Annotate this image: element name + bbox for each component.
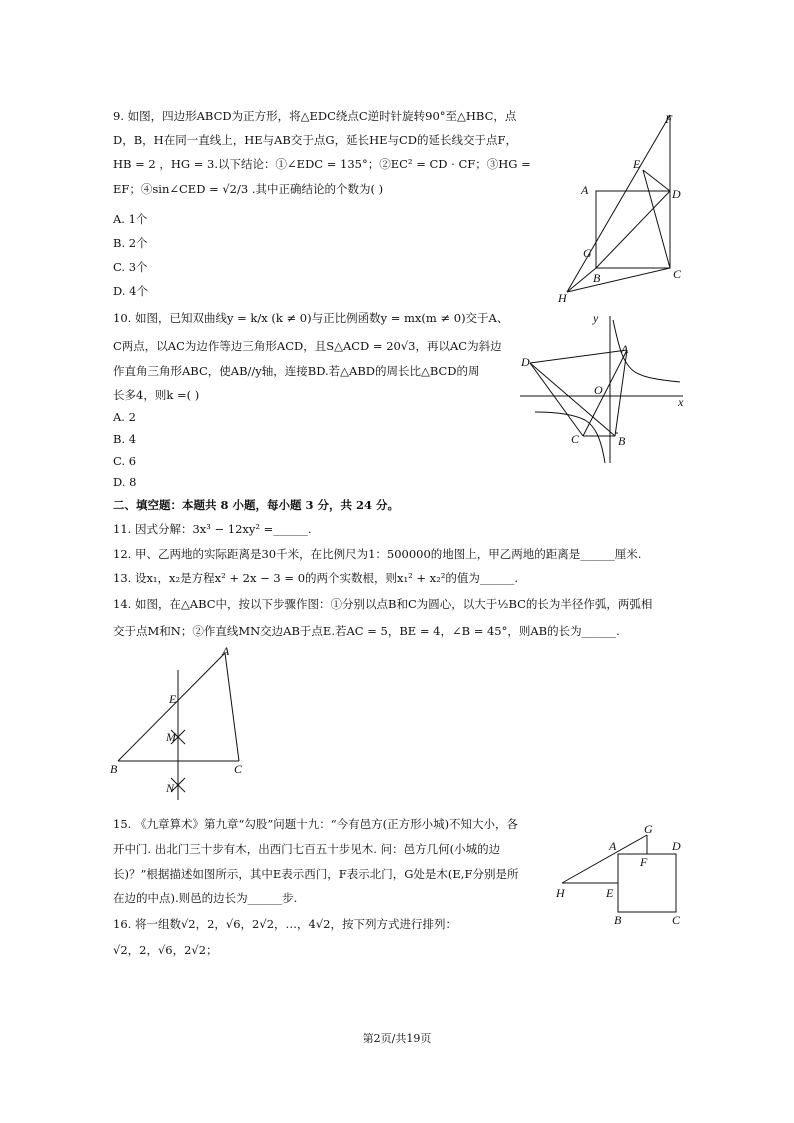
- fig-label: A: [621, 342, 629, 356]
- q9-figure: [555, 108, 695, 308]
- fig-label: E: [633, 157, 641, 171]
- fig-label: H: [558, 291, 567, 305]
- fig-label: x: [678, 395, 684, 409]
- q14-line1: 14. 如图，在△ABC中，按以下步骤作图：①分别以点B和C为圆心，以大于½BC的长为半径作弧，两弧相: [113, 597, 653, 611]
- q15-figure: [552, 820, 692, 930]
- section-2-heading: 二、填空题：本题共 8 小题，每小题 3 分，共 24 分。: [113, 498, 400, 512]
- fig-label: A: [609, 839, 617, 853]
- q14-line2: 交于点M和N；②作直线MN交边AB于点E.若AC = 5，BE = 4，∠B = 45°，则AB的长为______.: [113, 624, 620, 638]
- q9-option-d: D. 4个: [113, 284, 148, 298]
- fig-label: B: [110, 762, 118, 776]
- fig-label: C: [234, 762, 243, 776]
- q10-line2: C两点，以AC为边作等边三角形ACD，且S△ACD = 20√3，再以AC为斜边: [113, 339, 502, 353]
- q10-option-a: A. 2: [113, 410, 136, 424]
- q10-line4: 长多4，则k =( ): [113, 388, 200, 402]
- q9-line4: EF；④sin∠CED = √2/3 .其中正确结论的个数为( ): [113, 182, 384, 196]
- q15-line3: 长)？”根据描述如图所示，其中E表示西门，F表示北门，G处是木(E,F分别是所: [113, 867, 519, 881]
- fig-label: D: [672, 839, 681, 853]
- q9-line3: HB = 2 ，HG = 3.以下结论：①∠EDC = 135°；②EC² = CD · CF；③HG =: [113, 157, 531, 171]
- q9-line2: D，B，H在同一直线上，HE与AB交于点G，延长HE与CD的延长线交于点F，: [113, 133, 517, 147]
- fig-label: A: [222, 645, 230, 658]
- q15-line2: 开中门. 出北门三十步有木，出西门七百五十步见木. 问：邑方几何(小城的边: [113, 842, 501, 856]
- q15-line4: 在边的中点).则邑的边长为______步.: [113, 891, 298, 905]
- fig-label: A: [581, 183, 589, 197]
- fig-label: y: [593, 311, 599, 325]
- fig-label: F: [640, 855, 648, 869]
- fig-label: N: [166, 781, 175, 795]
- fig-label: G: [644, 822, 653, 836]
- q16-line1: 16. 将一组数√2，2，√6，2√2，…，4√2，按下列方式进行排列：: [113, 917, 457, 931]
- q9-option-a: A. 1个: [113, 212, 148, 226]
- fig-label: F: [665, 112, 673, 126]
- fig-label: B: [593, 271, 601, 285]
- q10-figure: [515, 308, 690, 468]
- fig-label: H: [556, 886, 565, 900]
- fig-label: C: [672, 913, 681, 927]
- q11: 11. 因式分解：3x³ − 12xy² =______.: [113, 522, 312, 536]
- q10-option-d: D. 8: [113, 475, 137, 489]
- q9-option-b: B. 2个: [113, 236, 148, 250]
- fig-label: E: [169, 692, 177, 706]
- page-footer: 第2页/共19页: [362, 1032, 432, 1045]
- fig-label: B: [618, 434, 626, 448]
- q14-figure: [108, 645, 253, 800]
- q10-option-c: C. 6: [113, 454, 137, 468]
- fig-label: D: [521, 355, 530, 369]
- q16-line2: √2，2，√6，2√2；: [113, 943, 218, 957]
- fig-label: D: [672, 187, 681, 201]
- fig-label: C: [571, 432, 580, 446]
- q9-option-c: C. 3个: [113, 260, 148, 274]
- fig-label: O: [594, 383, 603, 397]
- q10-line3: 作直角三角形ABC，使AB//y轴，连接BD.若△ABD的周长比△BCD的周: [113, 364, 480, 378]
- fig-label: M: [166, 730, 176, 744]
- fig-label: B: [614, 913, 622, 927]
- q10-line1: 10. 如图，已知双曲线y = k/x (k ≠ 0)与正比例函数y = mx(m ≠ 0)交于A、: [113, 311, 509, 325]
- fig-label: G: [583, 246, 592, 260]
- q10-option-b: B. 4: [113, 432, 137, 446]
- fig-label: C: [673, 267, 682, 281]
- q15-line1: 15. 《九章算术》第九章“勾股”问题十九：“今有邑方(正方形小城)不知大小，各: [113, 817, 519, 831]
- q13: 13. 设x₁，x₂是方程x² + 2x − 3 = 0的两个实数根，则x₁² + x₂²的值为______.: [113, 571, 519, 585]
- q9-line1: 9. 如图，四边形ABCD为正方形，将△EDC绕点C逆时针旋转90°至△HBC，点: [113, 109, 517, 123]
- fig-label: E: [606, 886, 614, 900]
- q12: 12. 甲、乙两地的实际距离是30千米，在比例尺为1：500000的地图上，甲乙两地的距离是______厘米.: [113, 547, 642, 561]
